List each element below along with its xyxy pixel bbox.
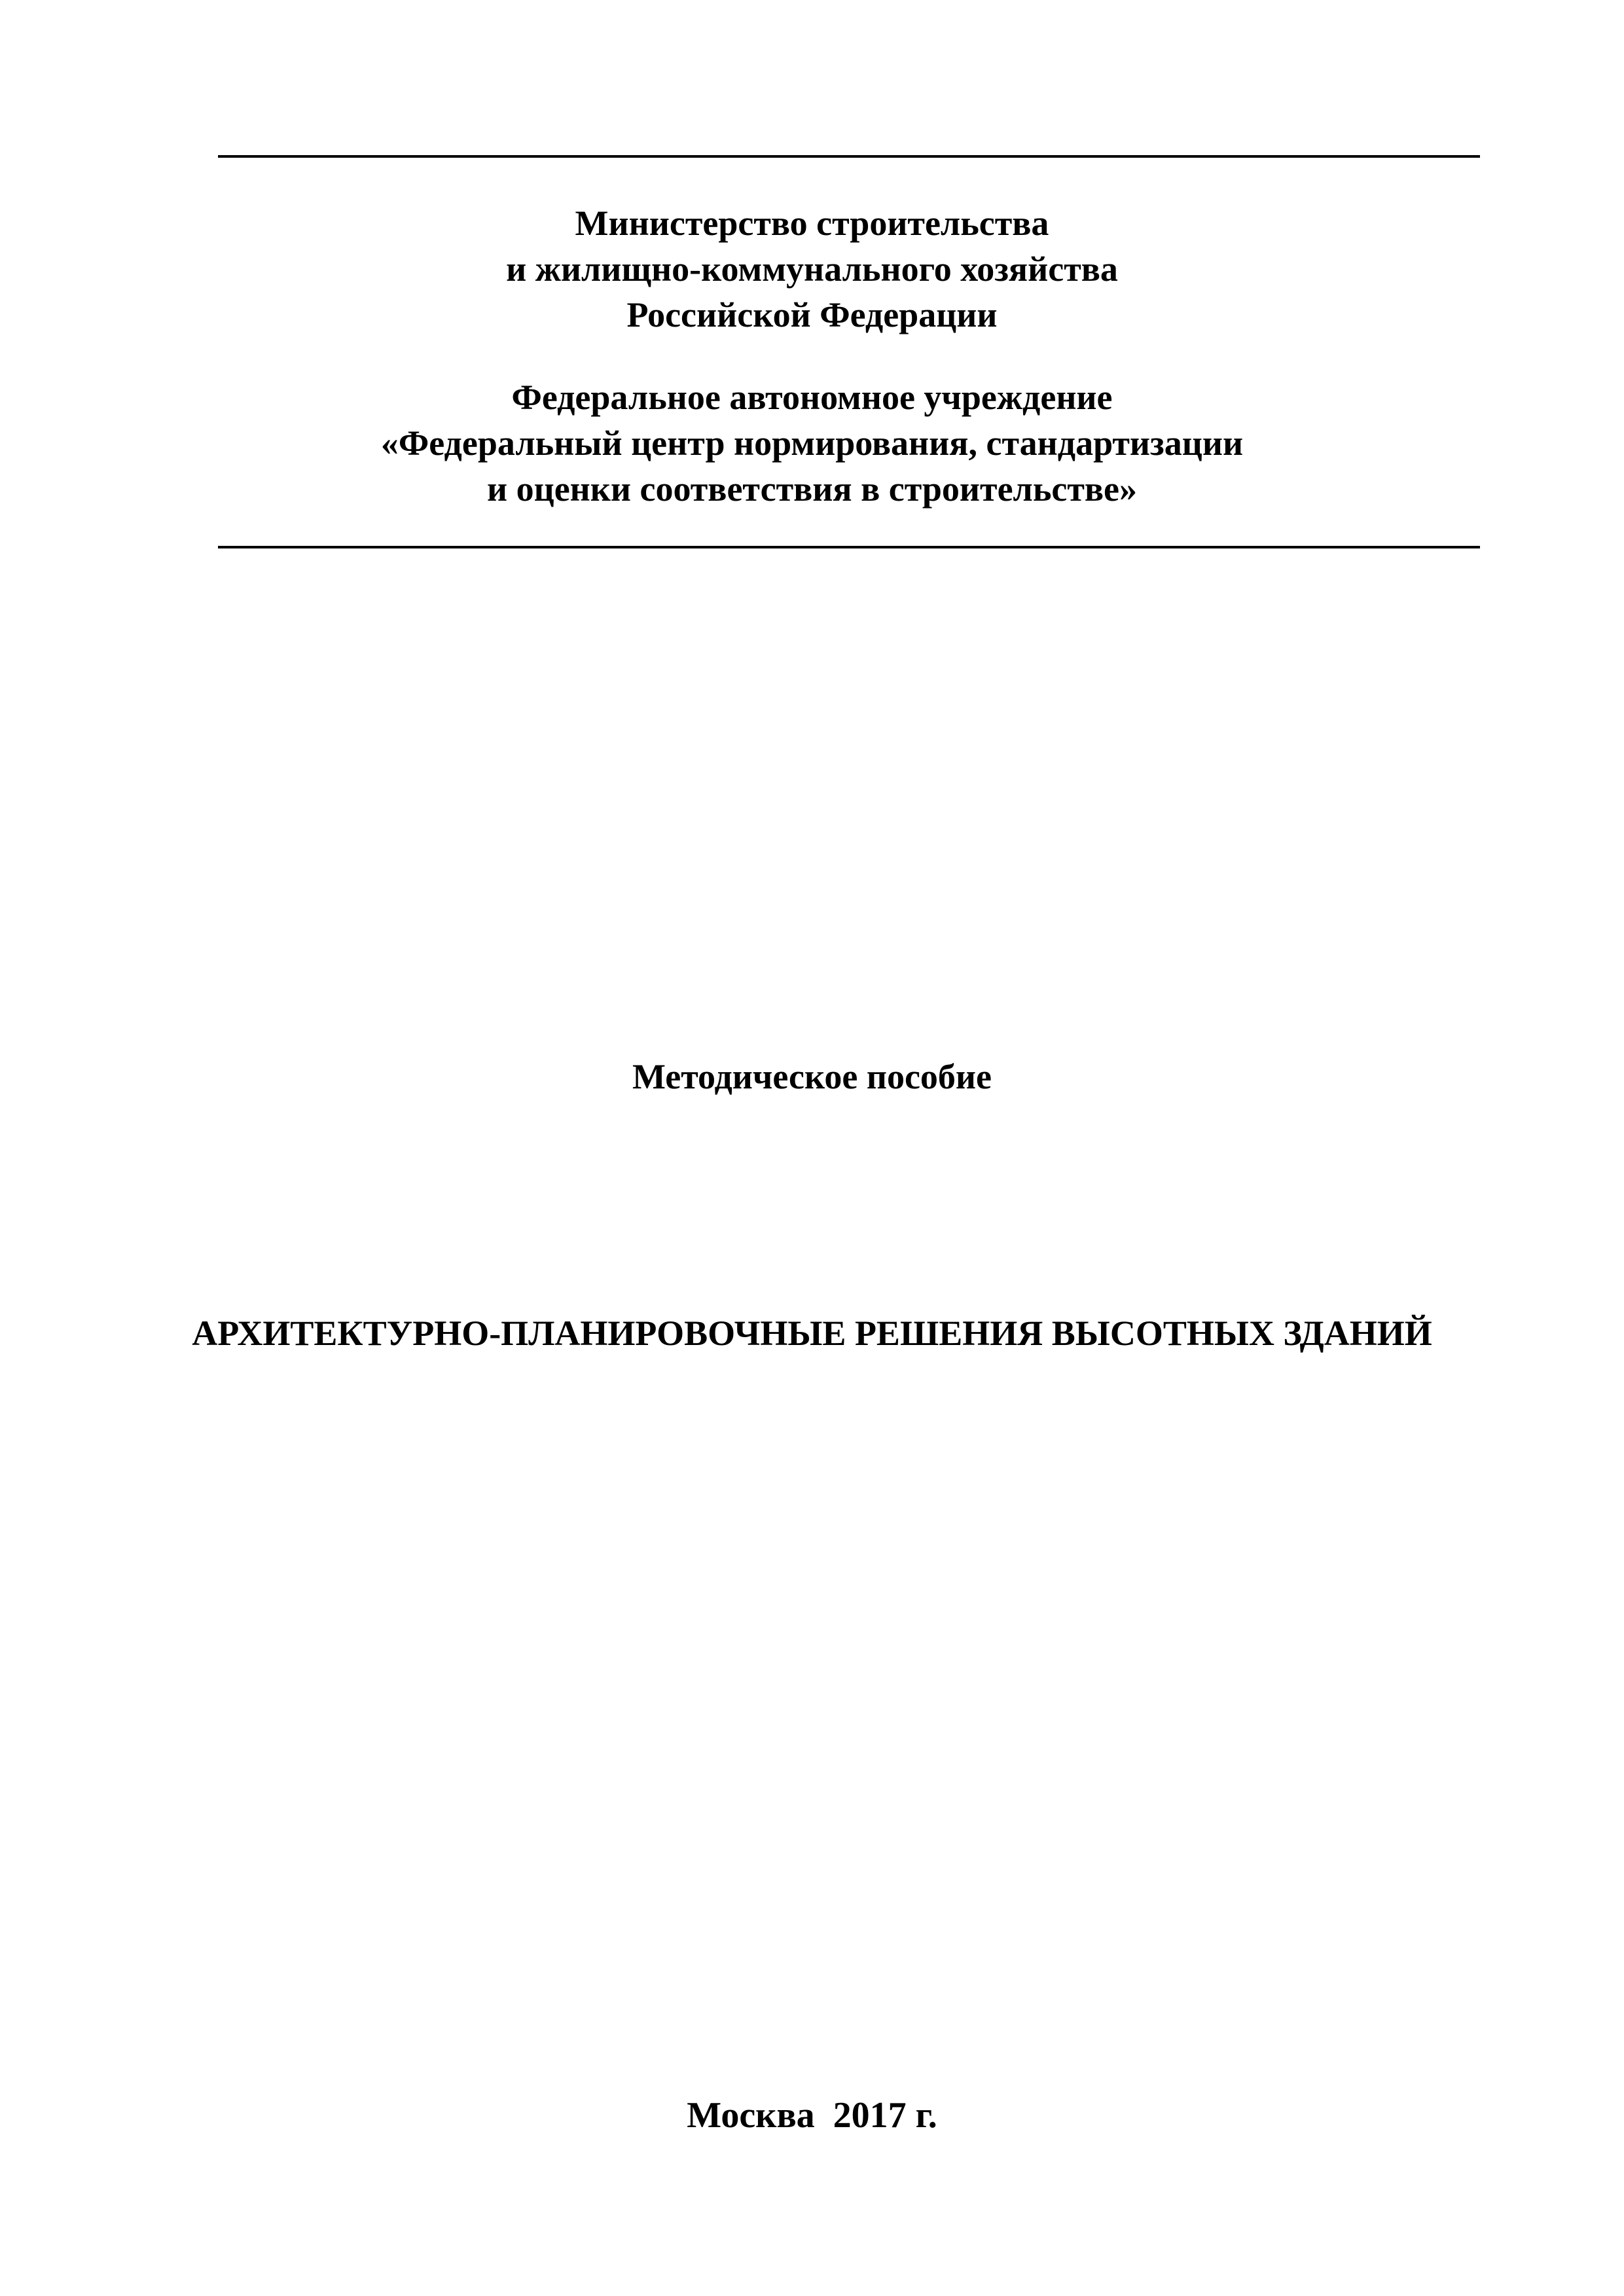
ministry-line-1: Министерство строительства (575, 204, 1049, 243)
institution-name (0, 374, 1624, 512)
city-year: Москва 2017 г. (687, 2095, 937, 2136)
ministry-line-2: и жилищно-коммунального хозяйства (506, 249, 1118, 289)
institution-line-2: «Федеральный центр нормирования, стандартизации (380, 423, 1244, 463)
institution-line-1: Федеральное автономное учреждение (511, 378, 1113, 417)
bottom-divider (218, 546, 1480, 548)
top-divider (218, 155, 1480, 158)
ministry-line-3: Российской Федерации (626, 295, 998, 334)
institution-line-3: и оценки соответствия в строительстве» (486, 469, 1138, 509)
document-type: Методическое пособие (632, 1057, 992, 1096)
document-title: АРХИТЕКТУРНО-ПЛАНИРОВОЧНЫЕ РЕШЕНИЯ ВЫСОТНЫХ ЗДАНИЙ (192, 1314, 1432, 1353)
ministry-name (0, 200, 1624, 338)
